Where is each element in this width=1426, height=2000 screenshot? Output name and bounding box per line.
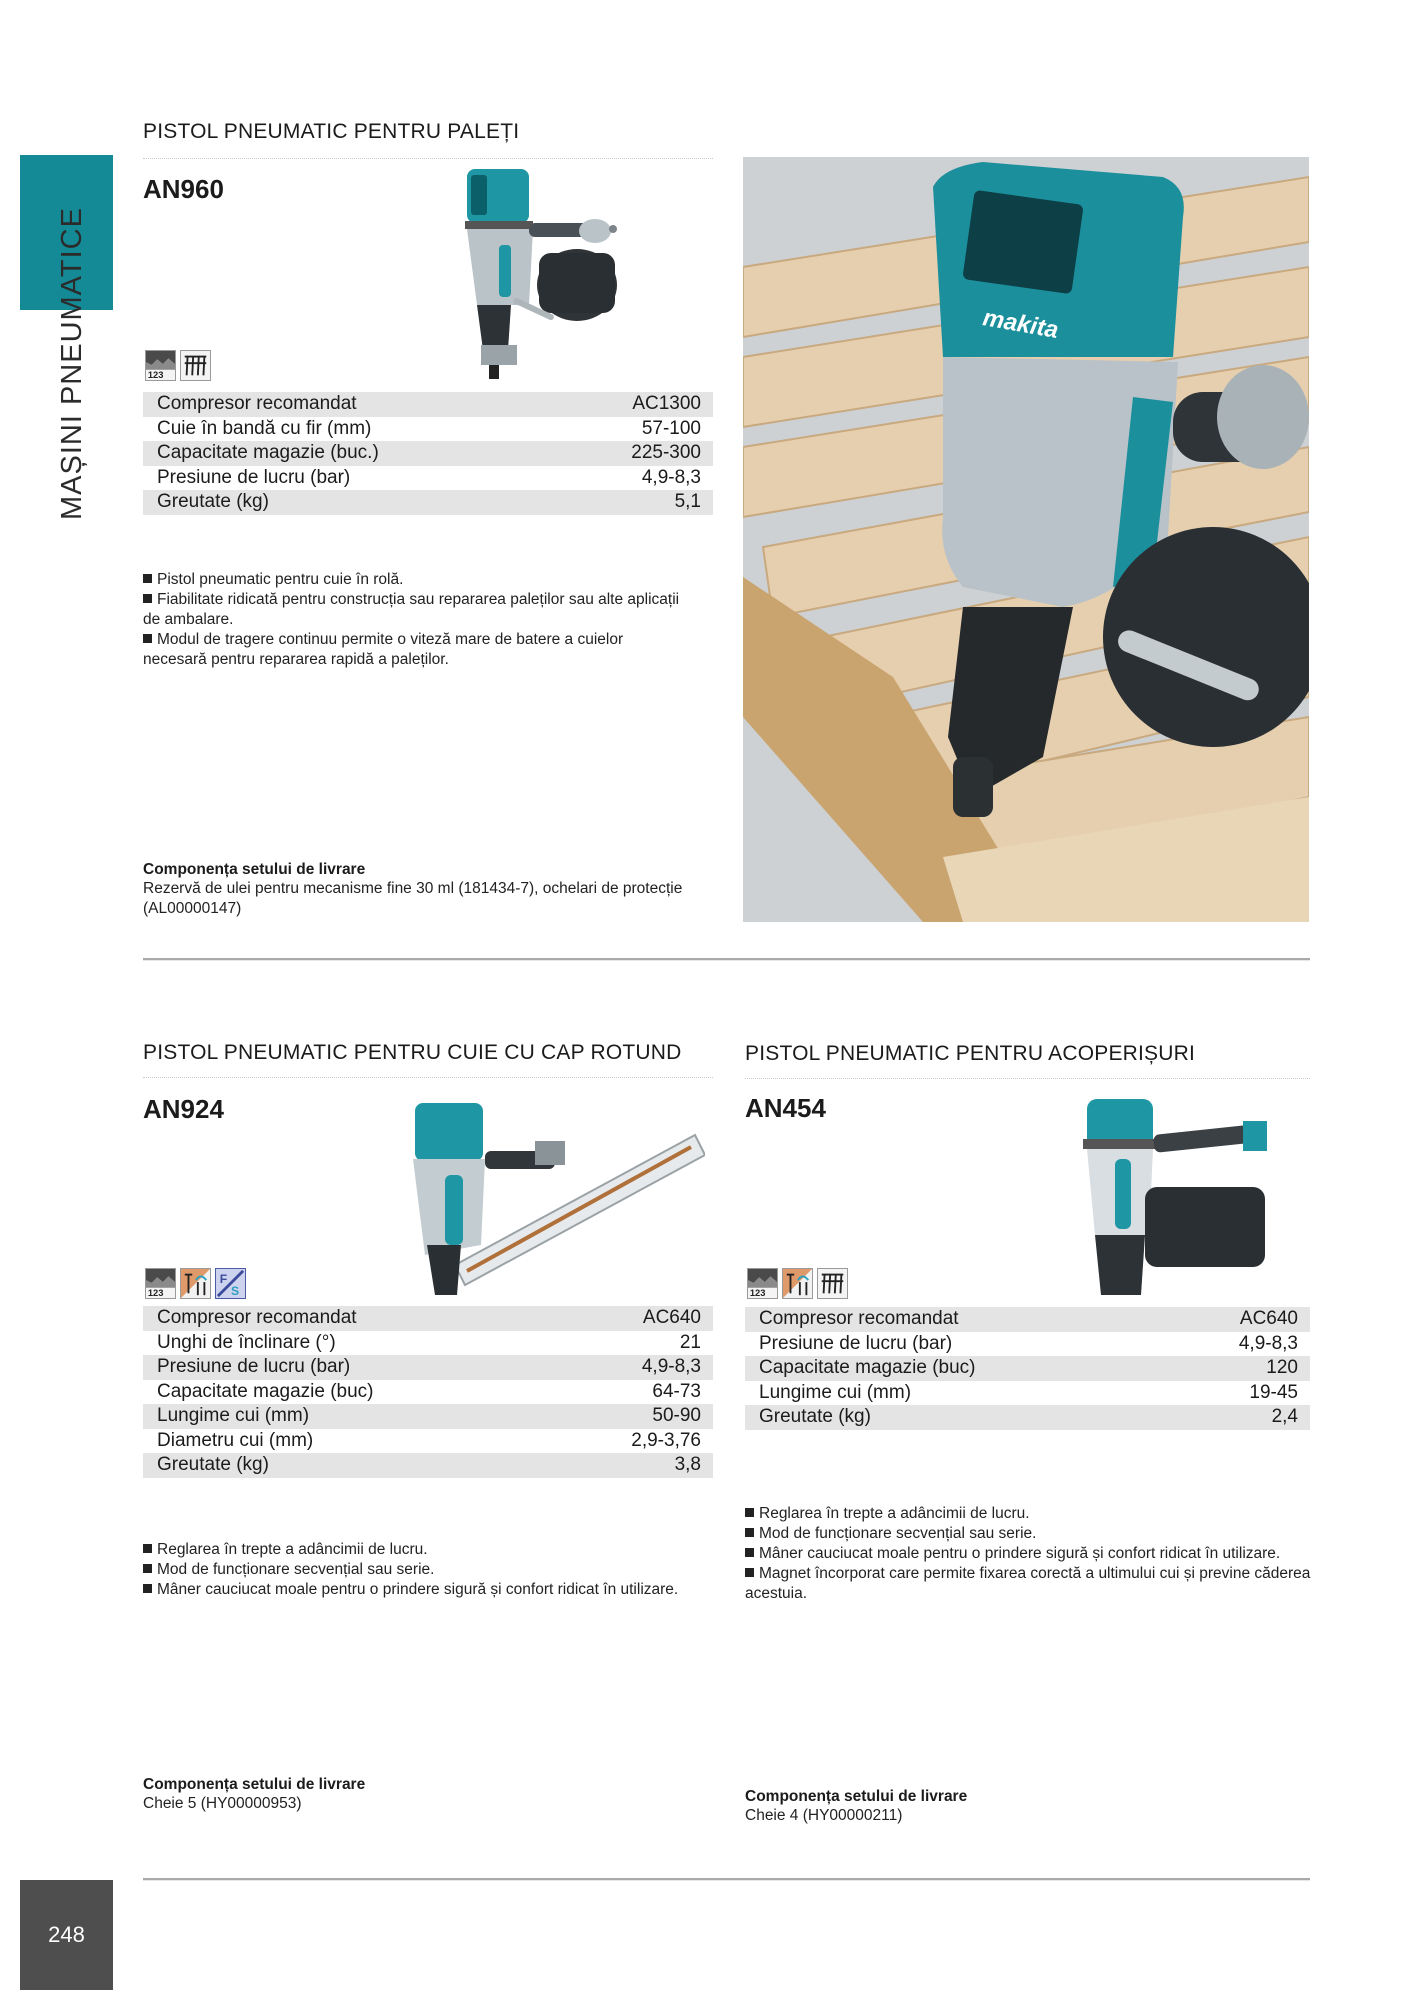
page-number: 248 — [48, 1922, 85, 1947]
model-name: AN454 — [745, 1093, 826, 1123]
svg-text:makita: makita — [980, 304, 1061, 345]
bullet-square-icon — [143, 1584, 152, 1593]
spec-value: 64-73 — [652, 1380, 701, 1402]
spec-label: Capacitate magazie (buc) — [759, 1357, 976, 1379]
bullet-square-icon — [745, 1568, 754, 1577]
feature-item: Magnet încorporat care permite fixarea corectă a ultimului cui și previne căderea acestuia. — [745, 1565, 1311, 1602]
sequential-contact-mode-icon — [180, 1268, 211, 1299]
spec-label: Presiune de lucru (bar) — [759, 1332, 953, 1354]
product-photo-on-pallet — [743, 157, 1309, 922]
delivery-contents — [143, 860, 683, 919]
spec-label: Capacitate magazie (buc) — [157, 1380, 374, 1402]
spec-row — [143, 1306, 713, 1331]
spec-label: Presiune de lucru (bar) — [157, 466, 351, 488]
bullet-square-icon — [745, 1508, 754, 1517]
spec-row — [143, 1331, 713, 1356]
spec-value: AC640 — [1239, 1308, 1298, 1330]
svg-text:F: F — [219, 1272, 228, 1287]
spec-label: Lungime cui (mm) — [157, 1405, 310, 1427]
coil-nails-icon — [180, 350, 211, 381]
delivery-title: Componența setului de livrare — [143, 861, 366, 878]
spec-row — [745, 1356, 1310, 1381]
spec-row — [143, 417, 713, 442]
coil-nails-icon — [817, 1268, 848, 1299]
page-number-box — [20, 1880, 113, 1990]
delivery-text: Cheie 5 (HY00000953) — [143, 1795, 302, 1812]
feature-list — [143, 570, 683, 670]
spec-label: Greutate (kg) — [759, 1406, 871, 1428]
title-divider — [745, 1078, 1310, 1079]
svg-text:S: S — [230, 1284, 240, 1298]
sequential-contact-mode-icon — [782, 1268, 813, 1299]
feature-item: Reglarea în trepte a adâncimii de lucru. — [143, 1540, 723, 1560]
spec-label: Greutate (kg) — [157, 491, 269, 513]
delivery-contents — [745, 1787, 1285, 1826]
model-name: AN960 — [143, 174, 224, 204]
spec-value: 4,9-8,3 — [641, 466, 701, 488]
spec-row — [745, 1332, 1310, 1357]
product-category-title: PISTOL PNEUMATIC PENTRU PALEȚI — [143, 120, 520, 143]
spec-row — [745, 1405, 1310, 1430]
title-divider — [143, 158, 713, 159]
spec-value: 57-100 — [641, 417, 701, 439]
bullet-square-icon — [143, 634, 152, 643]
product-category-title: PISTOL PNEUMATIC PENTRU CUIE CU CAP ROTUND — [143, 1041, 682, 1064]
spec-row — [143, 490, 713, 515]
delivery-title: Componența setului de livrare — [143, 1776, 366, 1793]
spec-label: Compresor recomandat — [157, 1307, 357, 1329]
feature-item: Mod de funcționare secvențial sau serie. — [143, 1560, 723, 1580]
spec-value: 4,9-8,3 — [641, 1356, 701, 1378]
feature-list — [745, 1504, 1320, 1604]
spec-label: Lungime cui (mm) — [759, 1381, 912, 1403]
spec-value: 4,9-8,3 — [1238, 1332, 1298, 1354]
depth-adjust-123-icon — [145, 350, 176, 381]
spec-label: Greutate (kg) — [157, 1454, 269, 1476]
section-divider — [143, 958, 1310, 960]
feature-item: Mâner cauciucat moale pentru o prindere sigură și confort ridicat în utilizare. — [143, 1580, 723, 1600]
spec-row — [143, 1355, 713, 1380]
product-image-an454 — [1075, 1095, 1285, 1300]
spec-value: 2,9-3,76 — [631, 1429, 701, 1451]
spec-row — [143, 1380, 713, 1405]
bullet-square-icon — [745, 1548, 754, 1557]
spec-value: 3,8 — [674, 1454, 701, 1476]
feature-item: Fiabilitate ridicată pentru construcția sau repararea paleților sau alte aplicații de ambalare. — [143, 591, 680, 628]
svg-text:123: 123 — [749, 1288, 766, 1298]
product-image-an960 — [455, 165, 640, 385]
footer-divider — [143, 1878, 1310, 1880]
spec-label: Cuie în bandă cu fir (mm) — [157, 417, 372, 439]
svg-text:123: 123 — [147, 370, 164, 380]
feature-item: Modul de tragere continuu permite o viteză mare de batere a cuielor necesară pentru repararea rapidă a paleților. — [143, 631, 624, 668]
product-image-an924 — [405, 1095, 705, 1295]
bullet-square-icon — [143, 1564, 152, 1573]
spec-label: Compresor recomandat — [157, 393, 357, 415]
fs-mode-icon — [215, 1268, 246, 1299]
spec-row — [745, 1381, 1310, 1406]
delivery-text: Cheie 4 (HY00000211) — [745, 1807, 903, 1824]
model-name: AN924 — [143, 1094, 224, 1124]
spec-value: AC1300 — [632, 393, 701, 415]
bullet-square-icon — [143, 594, 152, 603]
spec-value: 120 — [1266, 1357, 1298, 1379]
spec-row — [143, 1453, 713, 1478]
bullet-square-icon — [745, 1528, 754, 1537]
spec-table — [143, 392, 713, 515]
spec-value: 225-300 — [631, 442, 701, 464]
spec-row — [143, 466, 713, 491]
spec-value: 50-90 — [652, 1405, 701, 1427]
spec-value: 19-45 — [1249, 1381, 1298, 1403]
spec-value: 2,4 — [1271, 1406, 1298, 1428]
spec-value: AC640 — [642, 1307, 701, 1329]
feature-list — [143, 1540, 723, 1600]
depth-adjust-123-icon — [747, 1268, 778, 1299]
spec-value: 21 — [679, 1331, 701, 1353]
spec-label: Compresor recomandat — [759, 1308, 959, 1330]
spec-label: Unghi de înclinare (°) — [157, 1331, 336, 1353]
title-divider — [143, 1077, 713, 1078]
spec-value: 5,1 — [674, 491, 701, 513]
feature-item: Reglarea în trepte a adâncimii de lucru. — [745, 1504, 1320, 1524]
bullet-square-icon — [143, 574, 152, 583]
product-category-title: PISTOL PNEUMATIC PENTRU ACOPERIȘURI — [745, 1042, 1196, 1065]
feature-item: Mâner cauciucat moale pentru o prindere sigură și confort ridicat în utilizare. — [745, 1544, 1320, 1564]
delivery-text: Rezervă de ulei pentru mecanisme fine 30 ml (181434-7), ochelari de protecție (AL00000147) — [143, 880, 683, 917]
bullet-square-icon — [143, 1544, 152, 1553]
spec-table — [143, 1306, 713, 1478]
spec-row — [745, 1307, 1310, 1332]
depth-adjust-123-icon — [145, 1268, 176, 1299]
feature-item: Mod de funcționare secvențial sau serie. — [745, 1524, 1320, 1544]
category-label: MAȘINI PNEUMATICE — [56, 207, 88, 520]
delivery-contents — [143, 1775, 683, 1814]
delivery-title: Componența setului de livrare — [745, 1788, 968, 1805]
spec-row — [143, 1429, 713, 1454]
spec-row — [143, 1404, 713, 1429]
feature-item: Pistol pneumatic pentru cuie în rolă. — [143, 570, 683, 590]
spec-row — [143, 392, 713, 417]
spec-label: Diametru cui (mm) — [157, 1429, 314, 1451]
spec-label: Presiune de lucru (bar) — [157, 1356, 351, 1378]
svg-text:123: 123 — [147, 1288, 164, 1298]
spec-table — [745, 1307, 1310, 1430]
spec-row — [143, 441, 713, 466]
spec-label: Capacitate magazie (buc.) — [157, 442, 379, 464]
